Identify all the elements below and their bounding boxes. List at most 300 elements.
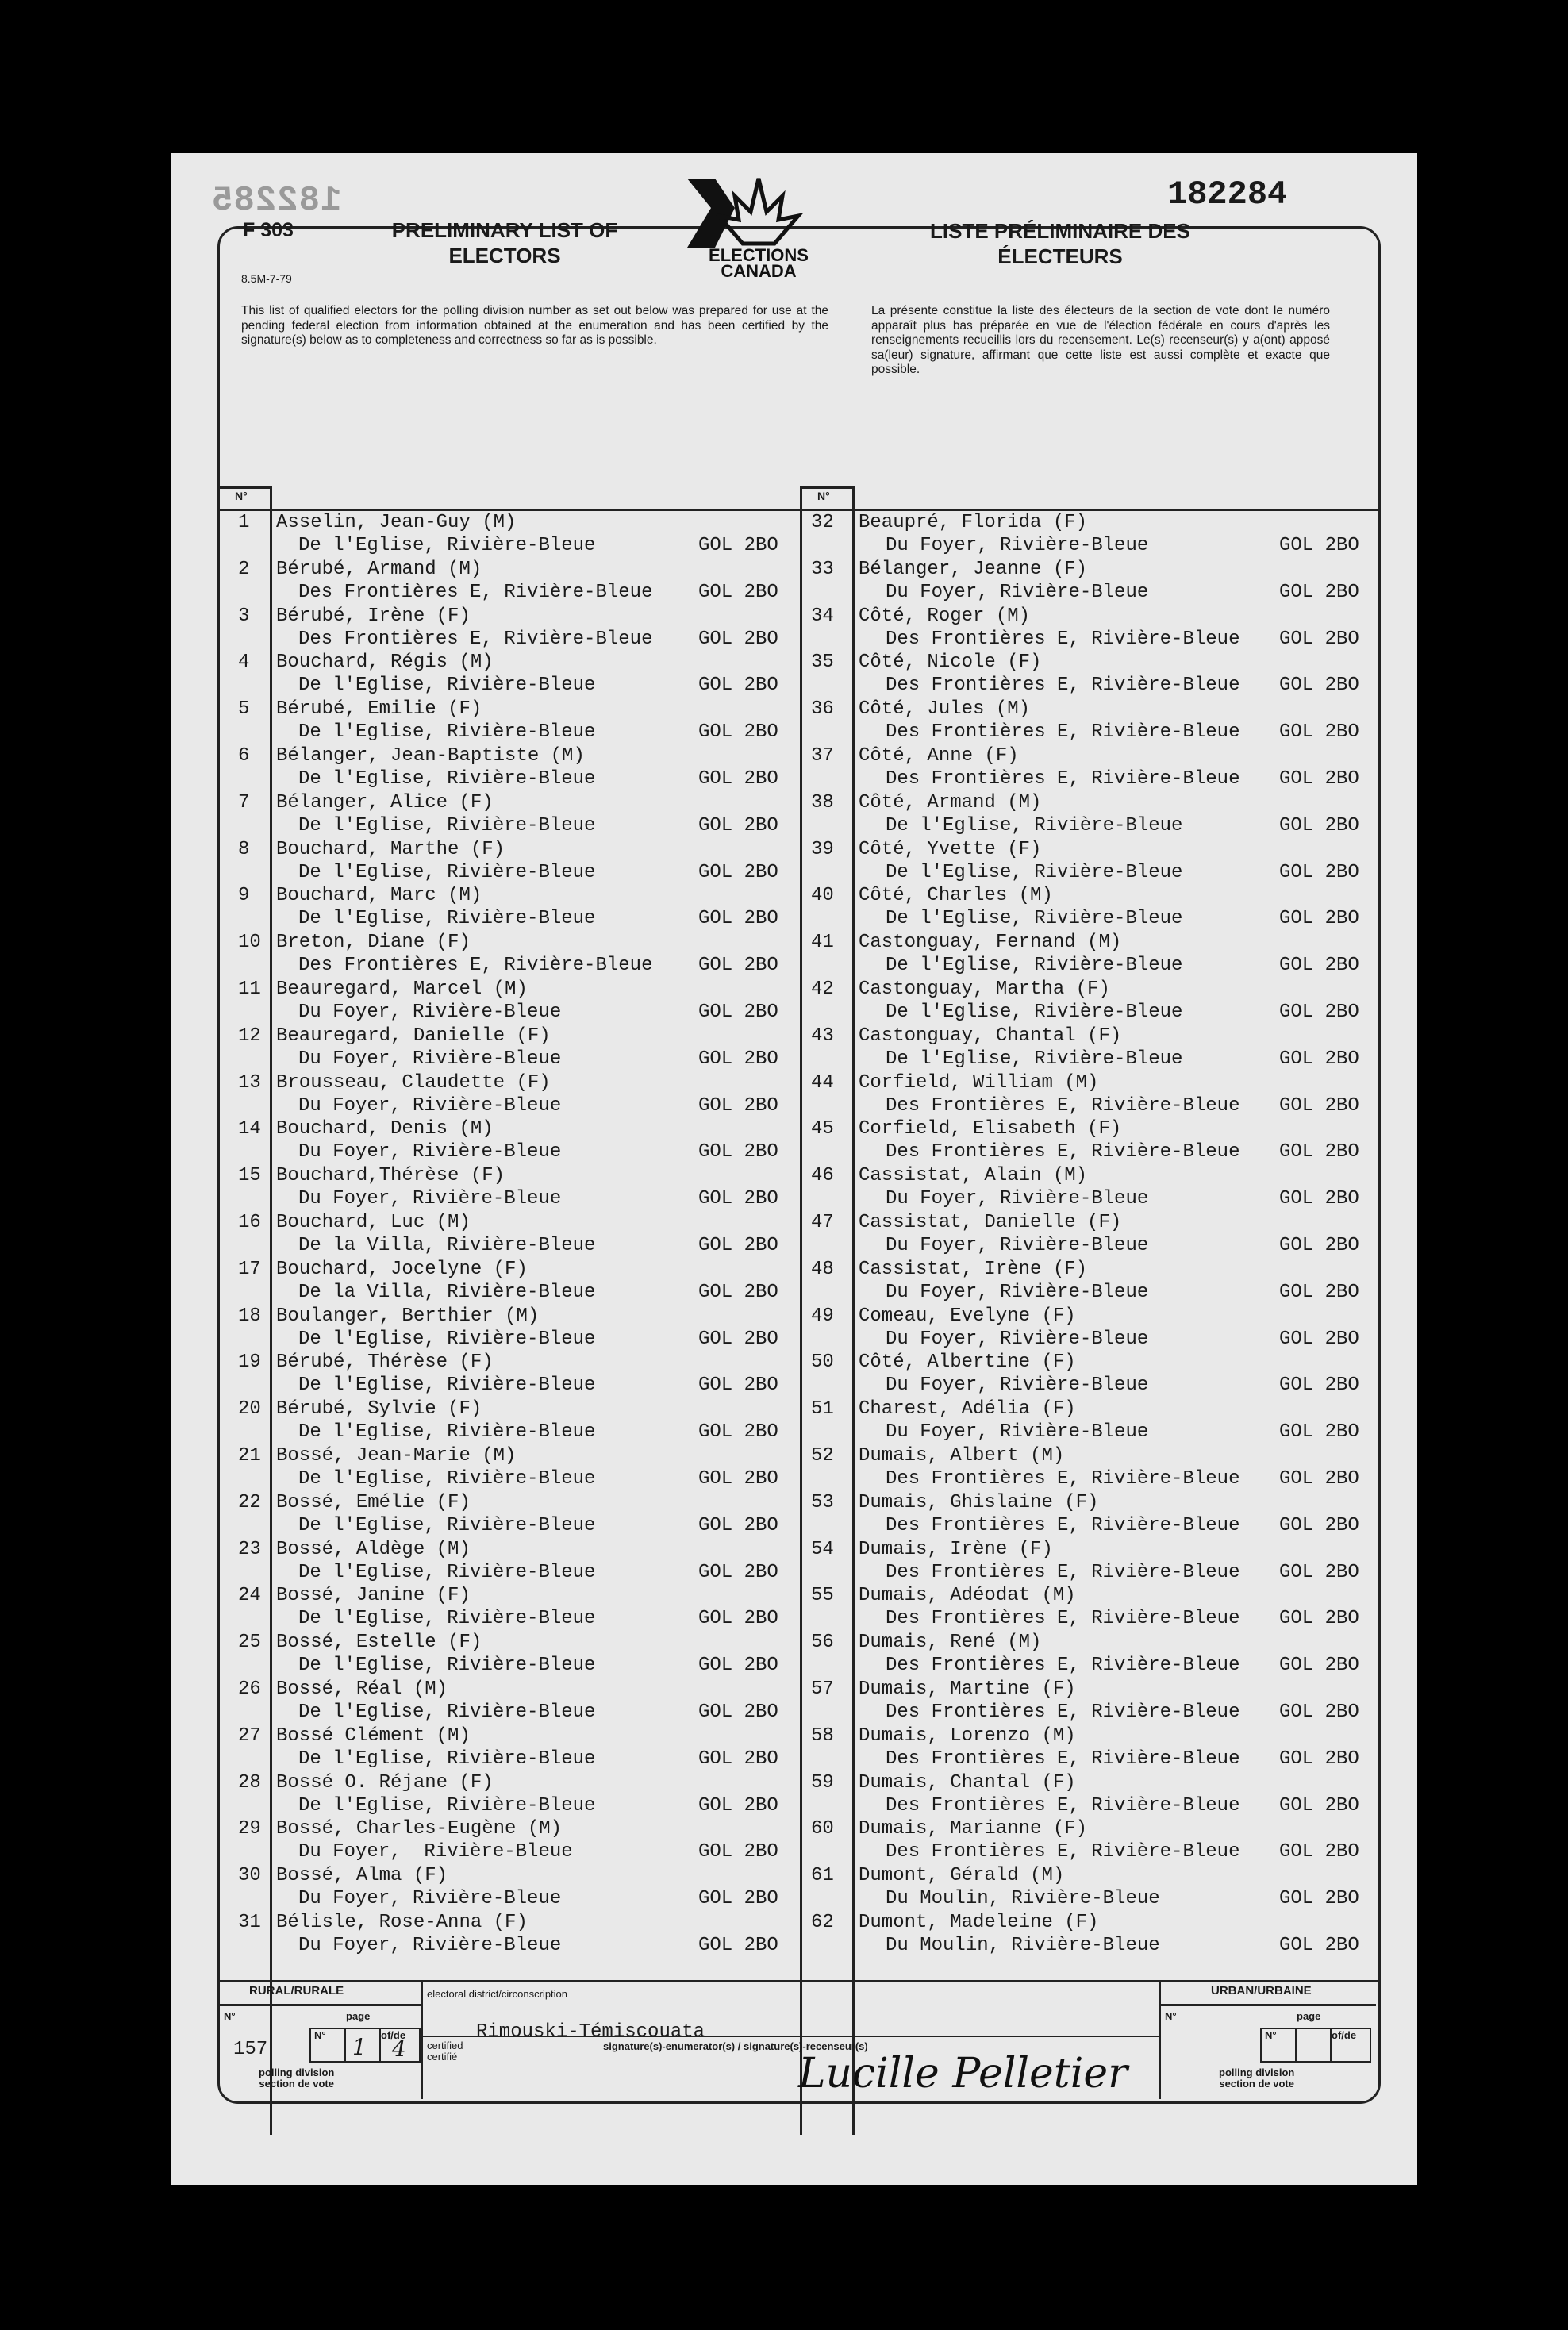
postal-code: GOL 2BO	[1279, 1468, 1359, 1490]
postal-code: GOL 2BO	[698, 1608, 778, 1630]
elector-address: Des Frontières E, Rivière-Bleue	[886, 1608, 1240, 1630]
table-top-line	[217, 509, 1378, 511]
urban-polling-label	[1219, 2067, 1294, 2090]
elector-address: De l'Eglise, Rivière-Bleue	[298, 814, 596, 836]
elector-name: Beauregard, Danielle (F)	[276, 1025, 551, 1047]
postal-code: GOL 2BO	[1279, 1701, 1359, 1723]
elector-address: De l'Eglise, Rivière-Bleue	[886, 861, 1183, 883]
intro-english: This list of qualified electors for the polling division number as set out below was prepared for use at the pending federal election from information obtained at the enumeration and has been certified by the signature(s) below as to completeness and correctness so far as is possible.	[241, 304, 828, 348]
urban-page-label: page	[1297, 2010, 1321, 2022]
elector-name: Bossé, Janine (F)	[276, 1585, 471, 1607]
elector-address: Du Foyer, Rivière-Bleue	[298, 1841, 573, 1863]
elector-name: Boulanger, Berthier (M)	[276, 1305, 540, 1327]
postal-code: GOL 2BO	[698, 1328, 778, 1350]
elector-address: De l'Eglise, Rivière-Bleue	[298, 1655, 596, 1677]
elector-address: Des Frontières E, Rivière-Bleue	[886, 1701, 1240, 1723]
elector-address: De l'Eglise, Rivière-Bleue	[298, 675, 596, 697]
title-fr-line-1: LISTE PRÉLIMINAIRE DES	[930, 219, 1190, 243]
elector-number: 20	[238, 1398, 261, 1421]
postal-code: GOL 2BO	[1279, 675, 1359, 697]
postal-code: GOL 2BO	[1279, 955, 1359, 977]
postal-code: GOL 2BO	[1279, 1888, 1359, 1910]
elector-address: Du Foyer, Rivière-Bleue	[886, 1281, 1149, 1303]
elector-name: Bossé, Alma (F)	[276, 1865, 448, 1887]
elector-address: Des Frontières E, Rivière-Bleue	[886, 1841, 1240, 1863]
elector-name: Bérubé, Armand (M)	[276, 558, 482, 580]
elector-address: De l'Eglise, Rivière-Bleue	[298, 1561, 596, 1583]
elector-name: Bouchard, Luc (M)	[276, 1212, 471, 1233]
elector-number: 49	[811, 1305, 834, 1327]
elector-number: 59	[811, 1771, 834, 1794]
elector-name: Castonguay, Chantal (F)	[859, 1025, 1122, 1047]
elector-address: Des Frontières E, Rivière-Bleue	[886, 628, 1240, 650]
postal-code: GOL 2BO	[698, 1281, 778, 1303]
elector-address: Du Foyer, Rivière-Bleue	[298, 1888, 562, 1910]
elector-address: Du Foyer, Rivière-Bleue	[298, 1935, 562, 1956]
elector-address: Des Frontières E, Rivière-Bleue	[886, 675, 1240, 697]
elector-number: 5	[238, 698, 250, 721]
left-no-divider	[270, 486, 272, 2135]
elector-number: 55	[811, 1585, 834, 1607]
elector-number: 22	[238, 1491, 261, 1513]
postal-code: GOL 2BO	[1279, 814, 1359, 836]
intro-french: La présente constitue la liste des électeurs de la section de vote dont le numéro apparaît plus bas préparée en vue de l'élection fédérale en cours d'après les renseignements recueillis lors du recensement. Le(s) recenseur(s) y a(ont) apposé sa(leur) signature, affirmant que cette liste est aussi complète et exacte que possible.	[871, 304, 1330, 377]
postal-code: GOL 2BO	[1279, 1048, 1359, 1070]
postal-code: GOL 2BO	[698, 1375, 778, 1397]
postal-code: GOL 2BO	[698, 814, 778, 836]
page-number: 1	[352, 2034, 367, 2060]
elector-number: 57	[811, 1678, 834, 1700]
certified-line-1: certified	[427, 2040, 463, 2051]
elector-address: De l'Eglise, Rivière-Bleue	[886, 908, 1183, 930]
elector-address: Du Foyer, Rivière-Bleue	[298, 1048, 562, 1070]
elector-name: Bélanger, Alice (F)	[276, 791, 494, 813]
elector-number: 3	[238, 605, 250, 627]
elector-address: De l'Eglise, Rivière-Bleue	[298, 1468, 596, 1490]
elector-address: Du Moulin, Rivière-Bleue	[886, 1935, 1160, 1956]
elector-address: De l'Eglise, Rivière-Bleue	[298, 1701, 596, 1723]
elector-address: De l'Eglise, Rivière-Bleue	[298, 861, 596, 883]
certified-line-2: certifié	[427, 2051, 458, 2063]
elector-address: Des Frontières E, Rivière-Bleue	[886, 1094, 1240, 1117]
elector-address: De l'Eglise, Rivière-Bleue	[886, 814, 1183, 836]
postal-code: GOL 2BO	[698, 1748, 778, 1770]
elector-number: 7	[238, 791, 250, 813]
logo-text-1: ELECTIONS	[709, 245, 809, 265]
title-en-line-1: PRELIMINARY LIST OF	[391, 218, 618, 242]
elector-number: 19	[238, 1351, 261, 1374]
elector-number: 28	[238, 1771, 261, 1794]
elector-name: Dumais, Chantal (F)	[859, 1771, 1076, 1794]
elector-name: Bossé, Estelle (F)	[276, 1632, 482, 1654]
elector-name: Bouchard,Thérèse (F)	[276, 1165, 505, 1187]
elector-address: Des Frontières E, Rivière-Bleue	[886, 1141, 1240, 1163]
rural-no-label: N°	[224, 2010, 236, 2022]
elector-name: Cassistat, Danielle (F)	[859, 1212, 1122, 1233]
elector-address: Des Frontières E, Rivière-Bleue	[886, 768, 1240, 790]
postal-code: GOL 2BO	[1279, 1421, 1359, 1444]
elector-address: Du Foyer, Rivière-Bleue	[298, 1141, 562, 1163]
elector-address: Du Foyer, Rivière-Bleue	[886, 535, 1149, 556]
elector-address: Des Frontières E, Rivière-Bleue	[298, 955, 653, 977]
elector-name: Bélanger, Jean-Baptiste (M)	[276, 745, 585, 767]
no-header-top-right	[800, 486, 852, 489]
district-label: electoral district/circonscription	[427, 1988, 568, 2000]
postal-code: GOL 2BO	[698, 721, 778, 744]
postal-code: GOL 2BO	[1279, 581, 1359, 603]
elector-name: Dumont, Madeleine (F)	[859, 1912, 1099, 1933]
postal-code: GOL 2BO	[698, 768, 778, 790]
elector-address: De l'Eglise, Rivière-Bleue	[298, 1328, 596, 1350]
elector-name: Bérubé, Thérèse (F)	[276, 1351, 494, 1374]
postal-code: GOL 2BO	[698, 535, 778, 556]
elector-name: Bélisle, Rose-Anna (F)	[276, 1912, 528, 1933]
elector-address: Du Foyer, Rivière-Bleue	[886, 1375, 1149, 1397]
elector-address: Du Foyer, Rivière-Bleue	[298, 1094, 562, 1117]
elector-number: 56	[811, 1632, 834, 1654]
elector-number: 52	[811, 1445, 834, 1467]
page-of: 4	[392, 2036, 406, 2062]
elector-name: Dumais, Martine (F)	[859, 1678, 1076, 1700]
postal-code: GOL 2BO	[698, 1421, 778, 1444]
postal-code: GOL 2BO	[1279, 1235, 1359, 1256]
elector-address: De l'Eglise, Rivière-Bleue	[298, 1375, 596, 1397]
elector-number: 50	[811, 1351, 834, 1374]
elector-number: 23	[238, 1538, 261, 1560]
elector-name: Dumais, Adéodat (M)	[859, 1585, 1076, 1607]
elector-number: 33	[811, 558, 834, 580]
elector-address: Du Foyer, Rivière-Bleue	[298, 1188, 562, 1210]
page-box-divider-1	[344, 2028, 346, 2061]
elector-address: Des Frontières E, Rivière-Bleue	[886, 1794, 1240, 1817]
postal-code: GOL 2BO	[698, 675, 778, 697]
elector-name: Brousseau, Claudette (F)	[276, 1071, 551, 1094]
postal-code: GOL 2BO	[1279, 535, 1359, 556]
elector-address: Des Frontières E, Rivière-Bleue	[886, 721, 1240, 744]
elector-name: Bossé, Réal (M)	[276, 1678, 448, 1700]
elector-address: De l'Eglise, Rivière-Bleue	[298, 721, 596, 744]
elector-name: Dumais, Ghislaine (F)	[859, 1491, 1099, 1513]
elector-number: 24	[238, 1585, 261, 1607]
footer-urban-line	[1159, 2004, 1376, 2006]
elector-name: Comeau, Evelyne (F)	[859, 1305, 1076, 1327]
elector-number: 38	[811, 791, 834, 813]
elector-number: 30	[238, 1865, 261, 1887]
elector-number: 45	[811, 1118, 834, 1140]
elector-name: Asselin, Jean-Guy (M)	[276, 512, 517, 533]
postal-code: GOL 2BO	[1279, 1141, 1359, 1163]
elector-name: Breton, Diane (F)	[276, 932, 471, 954]
postal-code: GOL 2BO	[698, 1048, 778, 1070]
elector-address: De l'Eglise, Rivière-Bleue	[298, 1608, 596, 1630]
postal-code: GOL 2BO	[1279, 1841, 1359, 1863]
rural-label: RURAL/RURALE	[249, 1984, 344, 1997]
elector-name: Bouchard, Denis (M)	[276, 1118, 494, 1140]
postal-code: GOL 2BO	[698, 581, 778, 603]
elector-name: Dumais, René (M)	[859, 1632, 1042, 1654]
elector-name: Côté, Jules (M)	[859, 698, 1031, 721]
postal-code: GOL 2BO	[1279, 768, 1359, 790]
elector-name: Côté, Armand (M)	[859, 791, 1042, 813]
elector-number: 35	[811, 652, 834, 674]
elector-number: 8	[238, 838, 250, 860]
postal-code: GOL 2BO	[1279, 1375, 1359, 1397]
postal-code: GOL 2BO	[1279, 1794, 1359, 1817]
elector-number: 32	[811, 512, 834, 533]
urban-no-label: N°	[1165, 2010, 1177, 2022]
footer-divider-right	[1159, 1980, 1161, 2099]
urban-page-divider-1	[1295, 2028, 1297, 2061]
elector-name: Bérubé, Irène (F)	[276, 605, 471, 627]
elector-number: 25	[238, 1632, 261, 1654]
elector-name: Côté, Charles (M)	[859, 885, 1053, 907]
elector-number: 12	[238, 1025, 261, 1047]
rural-ofde-label: of/de	[381, 2029, 406, 2041]
elector-name: Bossé, Charles-Eugène (M)	[276, 1818, 563, 1840]
postal-code: GOL 2BO	[698, 1655, 778, 1677]
elector-number: 46	[811, 1165, 834, 1187]
postal-code: GOL 2BO	[1279, 1748, 1359, 1770]
elector-address: Des Frontières E, Rivière-Bleue	[886, 1468, 1240, 1490]
left-no-header: N°	[235, 490, 248, 502]
postal-code: GOL 2BO	[1279, 1328, 1359, 1350]
postal-code: GOL 2BO	[1279, 1514, 1359, 1536]
elector-name: Bossé Clément (M)	[276, 1724, 471, 1747]
elector-number: 51	[811, 1398, 834, 1421]
elections-canada-logo	[679, 172, 838, 279]
document-sheet	[171, 153, 1417, 2185]
signature-label: signature(s)-enumerator(s) / signature(s)-recenseur(s)	[603, 2040, 868, 2052]
logo-text-2: CANADA	[721, 261, 797, 279]
postal-code: GOL 2BO	[698, 1888, 778, 1910]
postal-code: GOL 2BO	[698, 1002, 778, 1023]
urban-polling-line-2: section de vote	[1219, 2078, 1294, 2090]
elector-address: Des Frontières E, Rivière-Bleue	[886, 1561, 1240, 1583]
rural-polling-line-1: polling division	[259, 2067, 335, 2078]
elector-address: De la Villa, Rivière-Bleue	[298, 1281, 596, 1303]
elector-number: 37	[811, 745, 834, 767]
elector-number: 62	[811, 1912, 834, 1933]
certified-line	[421, 2036, 1159, 2037]
elector-name: Castonguay, Martha (F)	[859, 979, 1110, 1000]
postal-code: GOL 2BO	[1279, 1281, 1359, 1303]
postal-code: GOL 2BO	[698, 1094, 778, 1117]
list-number: 182284	[1167, 175, 1288, 213]
elector-name: Bérubé, Sylvie (F)	[276, 1398, 482, 1421]
no-header-top-left	[217, 486, 270, 489]
postal-code: GOL 2BO	[1279, 1655, 1359, 1677]
elector-number: 47	[811, 1212, 834, 1233]
elector-number: 6	[238, 745, 250, 767]
elector-number: 21	[238, 1445, 261, 1467]
elector-name: Côté, Nicole (F)	[859, 652, 1042, 674]
footer-divider-left	[421, 1980, 423, 2099]
elector-number: 29	[238, 1818, 261, 1840]
elector-address: De l'Eglise, Rivière-Bleue	[886, 1002, 1183, 1023]
elector-name: Corfield, Elisabeth (F)	[859, 1118, 1122, 1140]
elector-address: Des Frontières E, Rivière-Bleue	[298, 628, 653, 650]
elector-name: Dumais, Irène (F)	[859, 1538, 1053, 1560]
postal-code: GOL 2BO	[1279, 1561, 1359, 1583]
elector-address: Du Foyer, Rivière-Bleue	[886, 1188, 1149, 1210]
postal-code: GOL 2BO	[698, 1141, 778, 1163]
elector-name: Cassistat, Alain (M)	[859, 1165, 1088, 1187]
elector-name: Corfield, William (M)	[859, 1071, 1099, 1094]
title-english	[346, 217, 663, 268]
elector-number: 53	[811, 1491, 834, 1513]
elector-number: 27	[238, 1724, 261, 1747]
elector-name: Côté, Albertine (F)	[859, 1351, 1076, 1374]
urban-page-no-label: N°	[1265, 2029, 1277, 2041]
elector-number: 1	[238, 512, 250, 533]
elector-number: 9	[238, 885, 250, 907]
postal-code: GOL 2BO	[698, 1188, 778, 1210]
elector-name: Charest, Adélia (F)	[859, 1398, 1076, 1421]
postal-code: GOL 2BO	[698, 1841, 778, 1863]
elector-number: 16	[238, 1212, 261, 1233]
title-french	[886, 218, 1235, 269]
elector-number: 61	[811, 1865, 834, 1887]
elector-name: Bossé, Emélie (F)	[276, 1491, 471, 1513]
footer-rural-line	[217, 2004, 421, 2006]
elector-number: 58	[811, 1724, 834, 1747]
elector-name: Bouchard, Régis (M)	[276, 652, 494, 674]
urban-polling-line-1: polling division	[1219, 2067, 1295, 2078]
elector-address: Des Frontières E, Rivière-Bleue	[298, 581, 653, 603]
elector-address: Du Foyer, Rivière-Bleue	[886, 581, 1149, 603]
elector-name: Bouchard, Marthe (F)	[276, 838, 505, 860]
elector-address: Des Frontières E, Rivière-Bleue	[886, 1514, 1240, 1536]
ghost-number: 182285	[211, 181, 342, 221]
postal-code: GOL 2BO	[698, 628, 778, 650]
elector-address: De l'Eglise, Rivière-Bleue	[298, 768, 596, 790]
elector-name: Côté, Roger (M)	[859, 605, 1031, 627]
elector-number: 48	[811, 1258, 834, 1280]
form-code: F 303	[243, 219, 294, 241]
elector-address: Du Foyer, Rivière-Bleue	[298, 1002, 562, 1023]
postal-code: GOL 2BO	[698, 1701, 778, 1723]
elector-number: 4	[238, 652, 250, 674]
certified-label	[427, 2040, 463, 2063]
elector-number: 54	[811, 1538, 834, 1560]
rural-polling-line-2: section de vote	[259, 2078, 334, 2090]
print-code: 8.5M-7-79	[241, 272, 292, 285]
district-value: Rimouski-Témiscouata	[476, 2021, 705, 2043]
postal-code: GOL 2BO	[698, 1935, 778, 1956]
elector-number: 15	[238, 1165, 261, 1187]
urban-label: URBAN/URBAINE	[1211, 1984, 1312, 1997]
elector-number: 42	[811, 979, 834, 1000]
postal-code: GOL 2BO	[1279, 1188, 1359, 1210]
rural-page-label: page	[346, 2010, 371, 2022]
elector-number: 26	[238, 1678, 261, 1700]
elector-name: Dumais, Albert (M)	[859, 1445, 1065, 1467]
elector-number: 11	[238, 979, 261, 1000]
title-fr-line-2: ÉLECTEURS	[997, 244, 1123, 268]
elector-name: Bouchard, Jocelyne (F)	[276, 1258, 528, 1280]
postal-code: GOL 2BO	[1279, 1935, 1359, 1956]
elector-name: Bossé, Aldège (M)	[276, 1538, 471, 1560]
elector-address: De l'Eglise, Rivière-Bleue	[298, 1794, 596, 1817]
urban-ofde-label: of/de	[1332, 2029, 1357, 2041]
elector-number: 60	[811, 1818, 834, 1840]
elector-address: De l'Eglise, Rivière-Bleue	[886, 1048, 1183, 1070]
elector-address: Des Frontières E, Rivière-Bleue	[886, 1655, 1240, 1677]
rural-page-no-label: N°	[314, 2029, 326, 2041]
elector-name: Castonguay, Fernand (M)	[859, 932, 1122, 954]
center-divider-1	[800, 486, 802, 2135]
elector-name: Dumais, Lorenzo (M)	[859, 1724, 1076, 1747]
postal-code: GOL 2BO	[698, 1468, 778, 1490]
elector-address: De l'Eglise, Rivière-Bleue	[298, 535, 596, 556]
elector-address: De l'Eglise, Rivière-Bleue	[298, 1421, 596, 1444]
elector-name: Bélanger, Jeanne (F)	[859, 558, 1088, 580]
elector-name: Bouchard, Marc (M)	[276, 885, 482, 907]
enumerator-signature: Lucille Pelletier	[798, 2050, 1128, 2097]
postal-code: GOL 2BO	[698, 861, 778, 883]
postal-code: GOL 2BO	[1279, 721, 1359, 744]
postal-code: GOL 2BO	[1279, 908, 1359, 930]
postal-code: GOL 2BO	[1279, 861, 1359, 883]
elector-number: 43	[811, 1025, 834, 1047]
elector-number: 44	[811, 1071, 834, 1094]
elector-number: 31	[238, 1912, 261, 1933]
elector-name: Cassistat, Irène (F)	[859, 1258, 1088, 1280]
elector-address: De la Villa, Rivière-Bleue	[298, 1235, 596, 1256]
elector-address: De l'Eglise, Rivière-Bleue	[298, 1748, 596, 1770]
postal-code: GOL 2BO	[1279, 628, 1359, 650]
elector-number: 39	[811, 838, 834, 860]
elector-number: 40	[811, 885, 834, 907]
elector-number: 2	[238, 558, 250, 580]
elector-address: Du Foyer, Rivière-Bleue	[886, 1328, 1149, 1350]
elector-name: Côté, Anne (F)	[859, 745, 1019, 767]
postal-code: GOL 2BO	[1279, 1002, 1359, 1023]
elector-name: Bossé O. Réjane (F)	[276, 1771, 494, 1794]
elector-name: Beauregard, Marcel (M)	[276, 979, 528, 1000]
elector-number: 34	[811, 605, 834, 627]
postal-code: GOL 2BO	[698, 955, 778, 977]
title-en-line-2: ELECTORS	[448, 244, 561, 267]
elector-number: 14	[238, 1118, 261, 1140]
right-no-header: N°	[817, 490, 830, 502]
elector-number: 36	[811, 698, 834, 721]
postal-code: GOL 2BO	[1279, 1608, 1359, 1630]
elector-address: Des Frontières E, Rivière-Bleue	[886, 1748, 1240, 1770]
elector-name: Beaupré, Florida (F)	[859, 512, 1088, 533]
elector-name: Bossé, Jean-Marie (M)	[276, 1445, 517, 1467]
elector-address: Du Moulin, Rivière-Bleue	[886, 1888, 1160, 1910]
elector-address: Du Foyer, Rivière-Bleue	[886, 1421, 1149, 1444]
elector-address: De l'Eglise, Rivière-Bleue	[886, 955, 1183, 977]
division-number: 157	[233, 2039, 268, 2060]
elector-number: 13	[238, 1071, 261, 1094]
postal-code: GOL 2BO	[698, 1794, 778, 1817]
postal-code: GOL 2BO	[698, 1235, 778, 1256]
postal-code: GOL 2BO	[698, 1514, 778, 1536]
postal-code: GOL 2BO	[1279, 1094, 1359, 1117]
rural-polling-label	[259, 2067, 334, 2090]
elector-address: De l'Eglise, Rivière-Bleue	[298, 1514, 596, 1536]
elector-name: Dumais, Marianne (F)	[859, 1818, 1088, 1840]
postal-code: GOL 2BO	[698, 908, 778, 930]
elector-number: 18	[238, 1305, 261, 1327]
postal-code: GOL 2BO	[698, 1561, 778, 1583]
elector-address: Du Foyer, Rivière-Bleue	[886, 1235, 1149, 1256]
right-no-divider	[852, 486, 855, 2135]
elector-number: 41	[811, 932, 834, 954]
elector-number: 10	[238, 932, 261, 954]
